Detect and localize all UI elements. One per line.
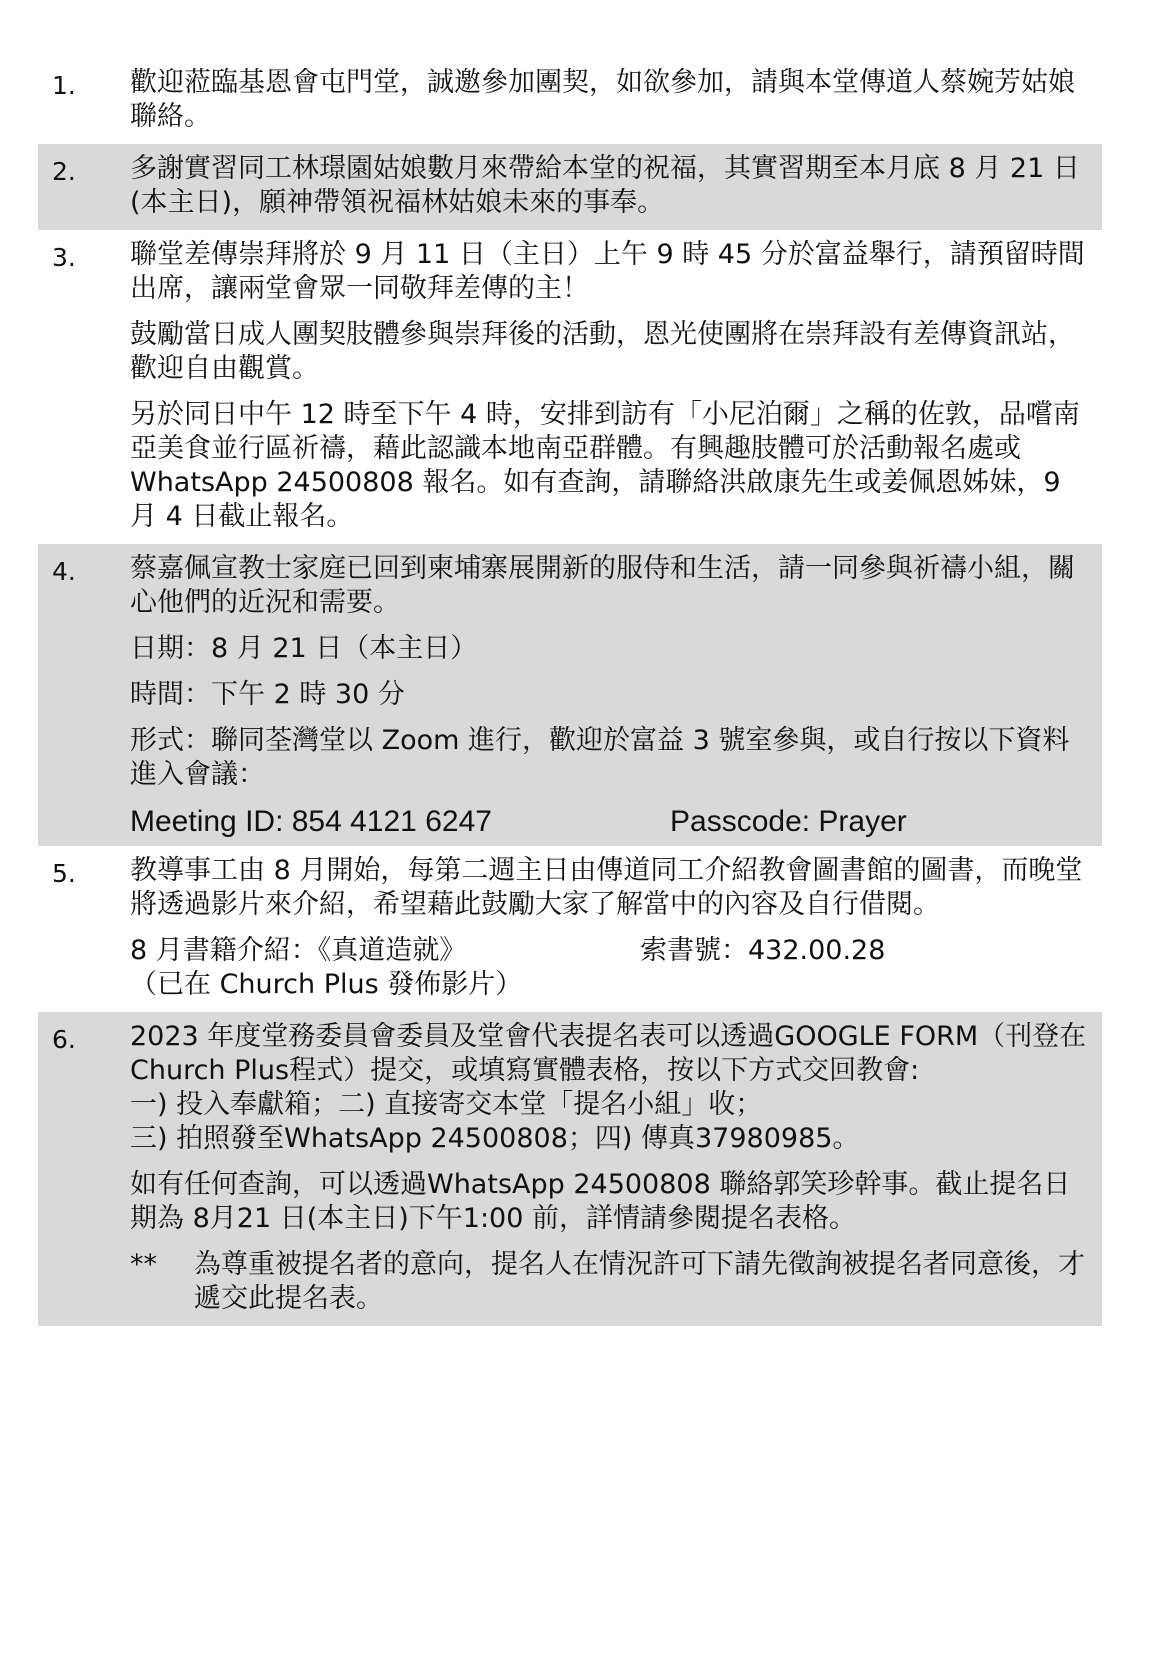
book-intro-row [130, 934, 1092, 968]
book-video-note: （已在 Church Plus 發佈影片） [130, 969, 523, 1000]
announcement-item [38, 230, 1102, 544]
item-body [130, 552, 1092, 840]
announcement-item [38, 144, 1102, 230]
announcement-item [38, 1012, 1102, 1326]
submit-methods-line: 三) 拍照發至WhatsApp 24500808；四) 傳真37980985。 [130, 1123, 860, 1154]
item-paragraph: 歡迎蒞臨基恩會屯門堂，誠邀參加團契，如欲參加，請與本堂傳道人蔡婉芳姑娘聯絡。 [130, 67, 1075, 132]
item-paragraph: 蔡嘉佩宣教士家庭已回到柬埔寨展開新的服侍和生活，請一同參與祈禱小組，關心他們的近況和需要。 [130, 553, 1075, 618]
prayer-format: 形式：聯同荃灣堂以 Zoom 進行，歡迎於富益 3 號室參與，或自行按以下資料進入會議： [130, 725, 1070, 790]
item-number: 6. [52, 1025, 76, 1054]
item-paragraph: 另於同日中午 12 時至下午 4 時，安排到訪有「小尼泊爾」之稱的佐敦，品嚐南亞美食並行區祈禱，藉此認識本地南亞群體。有興趣肢體可於活動報名處或 WhatsApp 24500808 報名。如有查詢，請聯絡洪啟康先生或姜佩恩姊妹，9 月 4 日截止報名。 [130, 399, 1080, 532]
item-body [130, 152, 1092, 220]
item-number: 3. [52, 243, 76, 272]
announcement-list [38, 58, 1102, 1326]
note-text: 為尊重被提名者的意向，提名人在情況許可下請先徵詢被提名者同意後，才遞交此提名表。 [194, 1249, 1085, 1314]
announcement-item [38, 846, 1102, 1012]
book-intro: 8 月書籍介紹：《真道造就》 [130, 935, 467, 966]
item-number: 1. [52, 71, 76, 100]
meeting-passcode: Passcode: Prayer [670, 805, 907, 838]
prayer-time: 時間：下午 2 時 30 分 [130, 679, 405, 710]
zoom-meeting-info [130, 804, 1092, 840]
item-number: 4. [52, 557, 76, 586]
nomination-note [130, 1248, 1092, 1316]
item-paragraph: 鼓勵當日成人團契肢體參與崇拜後的活動，恩光使團將在崇拜設有差傳資訊站，歡迎自由觀賞。 [130, 319, 1075, 384]
note-mark: ** [130, 1249, 157, 1280]
item-body [130, 66, 1092, 134]
item-number: 5. [52, 859, 76, 888]
prayer-date: 日期：8 月 21 日（本主日） [130, 633, 478, 664]
meeting-id: Meeting ID: 854 4121 6247 [130, 805, 492, 838]
item-paragraph: 聯堂差傳崇拜將於 9 月 11 日（主日）上午 9 時 45 分於富益舉行，請預留時間出席，讓兩堂會眾一同敬拜差傳的主！ [130, 239, 1085, 304]
book-call-number: 索書號：432.00.28 [640, 935, 886, 966]
announcement-item [38, 58, 1102, 144]
item-paragraph: 如有任何查詢，可以透過WhatsApp 24500808 聯絡郭笑珍幹事。截止提名日期為 8月21 日(本主日)下午1:00 前，詳情請參閱提名表格。 [130, 1169, 1071, 1234]
submit-methods-line: 一) 投入奉獻箱；二) 直接寄交本堂「提名小組」收； [130, 1089, 763, 1120]
item-paragraph: 教導事工由 8 月開始，每第二週主日由傳道同工介紹教會圖書館的圖書，而晚堂將透過影片來介紹，希望藉此鼓勵大家了解當中的內容及自行借閱。 [130, 855, 1083, 920]
item-body [130, 854, 1092, 1002]
item-body [130, 238, 1092, 534]
item-paragraph: 多謝實習同工林璟園姑娘數月來帶給本堂的祝福，其實習期至本月底 8 月 21 日(本主日)，願神帶領祝福林姑娘未來的事奉。 [130, 153, 1080, 218]
item-body [130, 1020, 1092, 1316]
item-number: 2. [52, 157, 76, 186]
item-paragraph: 2023 年度堂務委員會委員及堂會代表提名表可以透過GOOGLE FORM（刊登在Church Plus程式）提交，或填寫實體表格，按以下方式交回教會: [130, 1021, 1087, 1086]
announcement-item [38, 544, 1102, 846]
